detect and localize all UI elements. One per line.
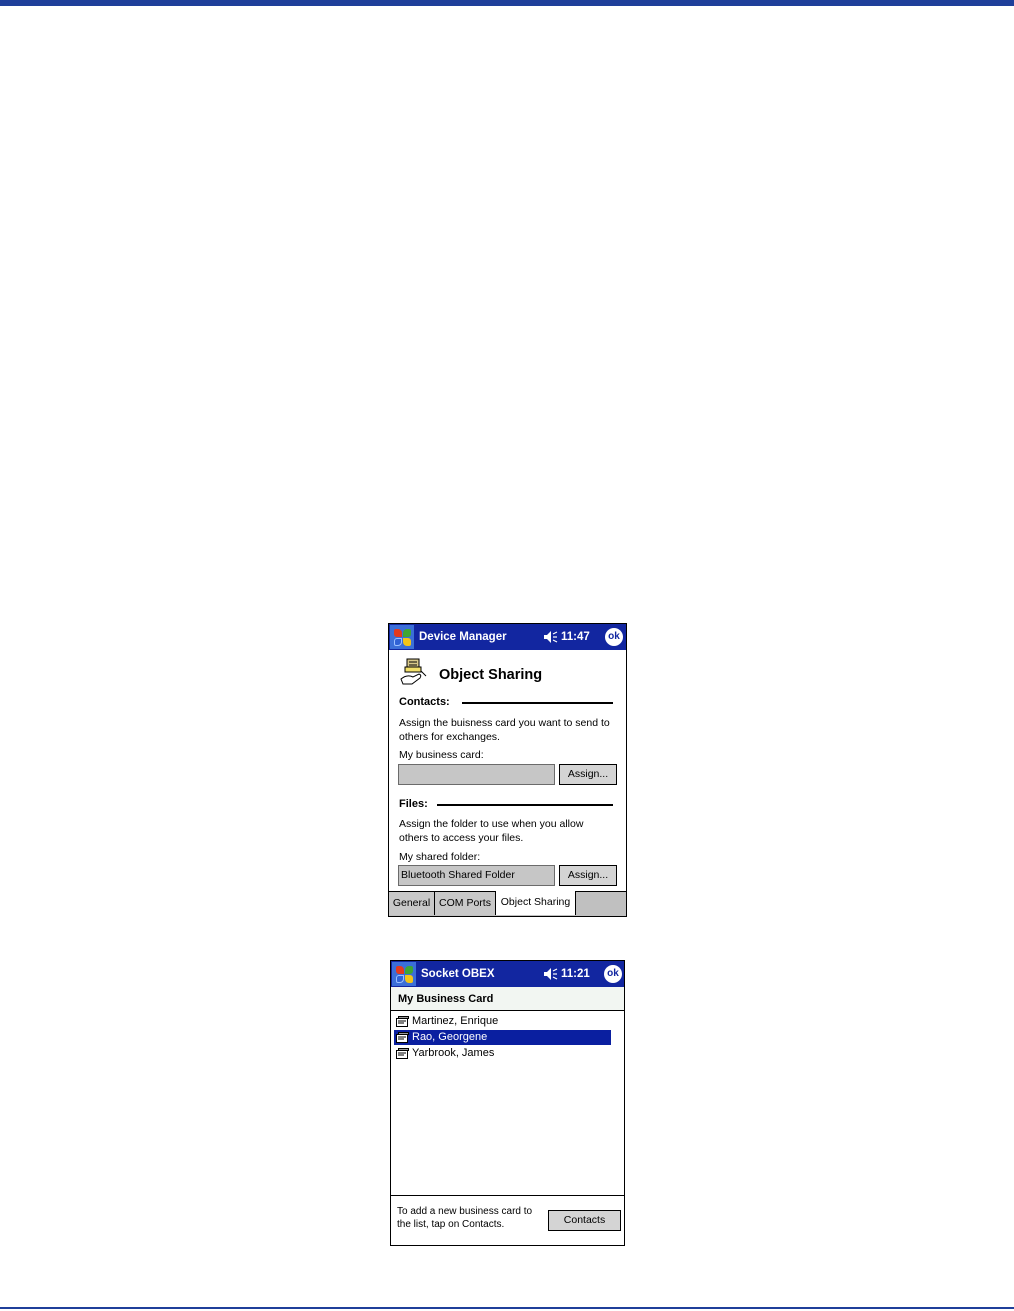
tab-com-ports[interactable]: COM Ports — [435, 892, 496, 915]
business-card-icon — [396, 1032, 409, 1043]
list-item-label: Martinez, Enrique — [412, 1015, 499, 1027]
list-item[interactable] — [394, 1046, 611, 1061]
list-item[interactable] — [394, 1014, 611, 1029]
footer-divider — [391, 1195, 624, 1196]
clock[interactable]: 11:21 — [561, 968, 590, 980]
device-manager-window — [388, 623, 627, 917]
page-title: Object Sharing — [439, 667, 543, 683]
contacts-button[interactable]: Contacts — [548, 1210, 621, 1231]
contacts-description: Assign the buisness card you want to send to others for exchanges. — [399, 717, 610, 743]
files-heading: Files: — [399, 798, 428, 810]
windows-start-icon[interactable] — [390, 625, 414, 649]
list-item-label: Rao, Georgene — [412, 1031, 488, 1043]
list-item[interactable] — [394, 1030, 611, 1045]
page-bottom-rule — [0, 1307, 1014, 1309]
tab-general[interactable]: General — [389, 892, 435, 915]
ok-button[interactable]: ok — [605, 628, 623, 646]
business-card-list[interactable] — [391, 1013, 624, 1193]
shared-folder-label: My shared folder: — [399, 851, 481, 863]
clock[interactable]: 11:47 — [561, 631, 590, 643]
socket-obex-window — [390, 960, 625, 1246]
contacts-heading: Contacts: — [399, 696, 450, 708]
contacts-divider — [462, 702, 613, 704]
titlebar — [389, 624, 626, 650]
business-card-field[interactable] — [398, 764, 555, 785]
files-description: Assign the folder to use when you allow others to access your files. — [399, 818, 584, 844]
shared-folder-field[interactable]: Bluetooth Shared Folder — [398, 865, 555, 886]
business-card-icon — [396, 1048, 409, 1059]
speaker-icon[interactable] — [544, 631, 558, 643]
object-sharing-icon — [399, 657, 429, 687]
assign-business-card-button[interactable]: Assign... — [559, 764, 617, 785]
page-top-rule — [0, 0, 1014, 6]
business-card-label: My business card: — [399, 749, 484, 761]
windows-start-icon[interactable] — [392, 962, 416, 986]
window-title: Device Manager — [419, 631, 507, 643]
titlebar — [391, 961, 624, 987]
ok-button[interactable]: ok — [604, 965, 622, 983]
page-subheader: My Business Card — [391, 987, 624, 1011]
speaker-icon[interactable] — [544, 968, 558, 980]
list-item-label: Yarbrook, James — [412, 1047, 495, 1059]
files-divider — [437, 804, 613, 806]
window-title: Socket OBEX — [421, 968, 495, 980]
assign-shared-folder-button[interactable]: Assign... — [559, 865, 617, 886]
footer-instructions: To add a new business card to the list, tap on Contacts. — [397, 1206, 533, 1230]
business-card-icon — [396, 1016, 409, 1027]
tab-object-sharing[interactable]: Object Sharing — [496, 891, 576, 915]
tab-bar — [389, 891, 626, 916]
